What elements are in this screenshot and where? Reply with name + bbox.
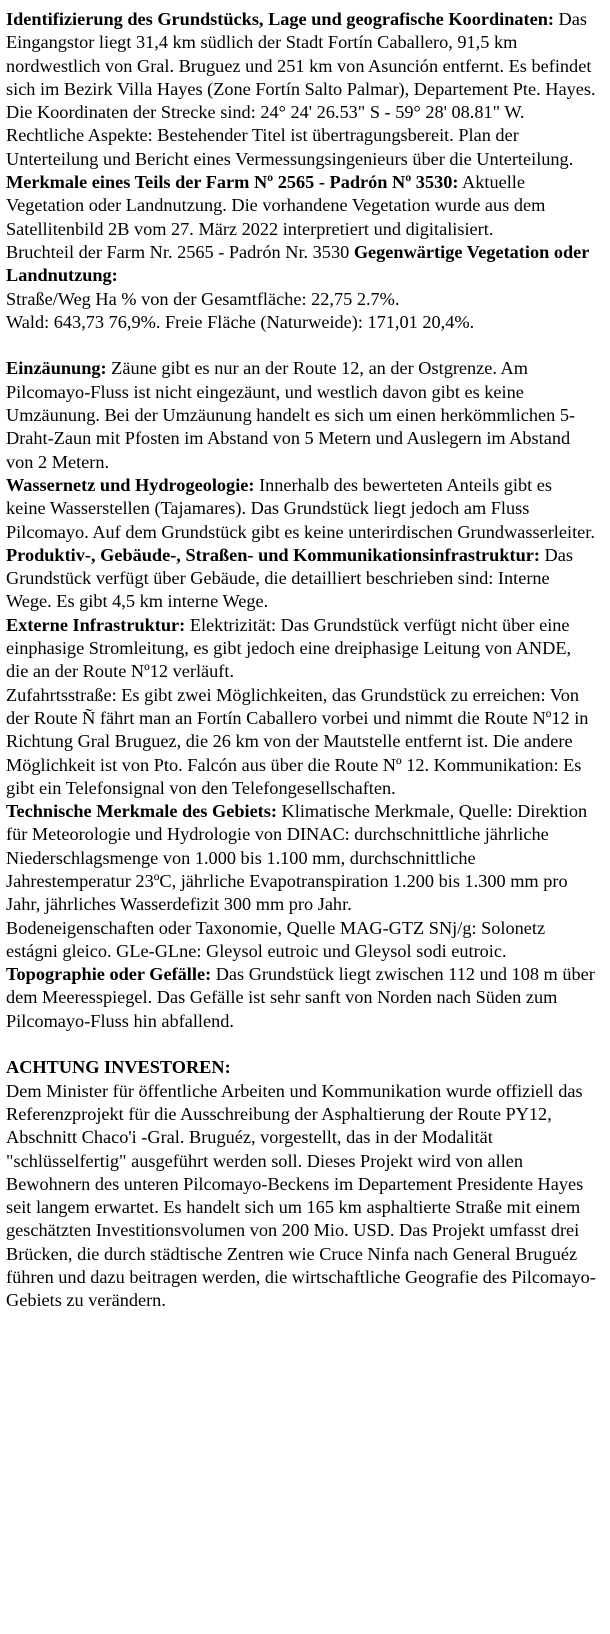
fraction-text: Bruchteil der Farm Nr. 2565 - Padrón Nr. 3530 [6,241,350,262]
soil-paragraph: Bodeneigenschaften oder Taxonomie, Quelle MAG-GTZ SNj/g: Solonetz estágni gleico. GLe-GLne: Gleysol eutroic und Gleysol sodi eutroic. [6,917,546,961]
fencing-paragraph [6,357,596,473]
fencing-text: Zäune gibt es nur an der Route 12, an der Ostgrenze. Am Pilcomayo-Fluss ist nicht eingezäunt, und westlich davon gibt es keine Umzäunung. Bei der Umzäunung handelt es sich um einen herkömmlichen 5-Draht-Zaun mit Pfosten im Abstand von 5 Metern und Auslegern im Abstand von 2 Metern. [6,358,576,472]
identification-heading: Identifizierung des Grundstücks, Lage und geografische Koordinaten: [6,9,554,29]
technical-paragraph [6,800,596,916]
infrastructure-text: Das Grundstück verfügt über Gebäude, die detailliert beschrieben sind: Interne Wege. Es gibt 4,5 km interne Wege. [6,544,573,612]
farm-features-text: Aktuelle Vegetation oder Landnutzung. Die vorhandene Vegetation wurde aus dem Satellitenbild 2B vom 27. März 2022 interpretiert und digitalisiert. [6,172,546,239]
identification-text: Das Eingangstor liegt 31,4 km südlich der Stadt Fortín Caballero, 91,5 km nordwestlich von Gral. Bruguez und 251 km von Asunción entfernt. Es befindet sich im Bezirk Villa Hayes (Zone Fortín Salto Palmar), Departement Pte. Hayes. Die Koordinaten der Strecke sind: 24° 24' 26.53" S - 59° 28' 08.81" W. Rechtliche Aspekte: Bestehender Titel ist übertragungsbereit. Plan der Unterteilung und Bericht eines Vermessungsingenieurs über die Unterteilung. [6,9,596,169]
investors-heading-text: ACHTUNG INVESTOREN: [6,1057,231,1078]
identification-paragraph [6,8,596,171]
water-text: Innerhalb des bewerteten Anteils gibt es keine Wasserstellen (Tajamares). Das Grundstück liegt jedoch am Fluss Pilcomayo. Auf dem Grundstück gibt es keine unterirdischen Grundwasserleiter. [6,474,595,542]
technical-text: Klimatische Merkmale, Quelle: Direktion für Meteorologie und Hydrologie von DINAC: durchschnittliche jährliche Niederschlagsmenge von 1.000 bis 1.100 mm, durchschnittliche Jahrestemperatur 23ºC, jährliche Evapotranspiration 1.200 bis 1.300 mm pro Jahr, jährliches Wasserdefizit 300 mm pro Jahr. [6,801,588,915]
vegetation-heading: Gegenwärtige Vegetation oder Landnutzung: [6,241,590,286]
investors-heading [6,1056,596,1079]
blank-line [6,334,596,357]
infrastructure-heading: Produktiv-, Gebäude-, Straßen- und Kommunikationsinfrastruktur: [6,544,540,565]
external-infrastructure-heading: Externe Infrastruktur: [6,614,186,635]
infrastructure-paragraph [6,544,596,614]
farm-features-paragraph [6,171,596,241]
topography-paragraph [6,963,596,1033]
topography-heading: Topographie oder Gefälle: [6,964,212,985]
fraction-paragraph [6,241,596,288]
road-line: Straße/Weg Ha % von der Gesamtfläche: 22,75 2.7%. [6,288,400,309]
investors-paragraph: Dem Minister für öffentliche Arbeiten und Kommunikation wurde offiziell das Referenzprojekt für die Ausschreibung der Asphaltierung der Route PY12, Abschnitt Chaco'i -Gral. Bruguéz, vorgestellt, das in der Modalität "schlüsselfertig" ausgeführt werden soll. Dieses Projekt wird von allen Bewohnern des unteren Pilcomayo-Beckens im Departement Presidente Hayes seit langem erwartet. Es handelt sich um 165 km asphaltierte Straße mit einem geschätzten Investitionsvolumen von 200 Mio. USD. Das Projekt umfasst drei Brücken, die durch städtische Zentren wie Cruce Ninfa nach General Bruguéz führen und dazu beitragen werden, die wirtschaftliche Geografie des Pilcomayo-Gebiets zu verändern. [6,1080,596,1311]
external-infrastructure-text: Elektrizität: Das Grundstück verfügt nicht über eine einphasige Stromleitung, es gibt jedoch eine dreiphasige Leitung von ANDE, die an der Route Nº12 verläuft. [6,614,572,682]
external-infrastructure-paragraph [6,614,596,684]
farm-features-heading: Merkmale eines Teils der Farm Nº 2565 - Padrón Nº 3530: [6,172,459,193]
water-heading: Wassernetz und Hydrogeologie: [6,474,255,495]
fencing-heading: Einzäunung: [6,358,107,379]
forest-line: Wald: 643,73 76,9%. Freie Fläche (Naturweide): 171,01 20,4%. [6,311,475,332]
topography-text: Das Grundstück liegt zwischen 112 und 108 m über dem Meeresspiegel. Das Gefälle ist sehr sanft von Norden nach Süden zum Pilcomayo-Fluss hin abfallend. [6,964,595,1031]
water-paragraph [6,474,596,544]
blank-line [6,1033,596,1056]
access-paragraph: Zufahrtsstraße: Es gibt zwei Möglichkeiten, das Grundstück zu erreichen: Von der Route Ñ fährt man an Fortín Caballero vorbei und nimmt die Route Nº12 in Richtung Gral Bruguez, die 26 km von der Mautstelle entfernt ist. Die andere Möglichkeit ist von Pto. Falcón aus über die Route Nº 12. Kommunikation: Es gibt ein Telefonsignal von den Telefongesellschaften. [6,684,589,798]
technical-heading: Technische Merkmale des Gebiets: [6,801,277,822]
